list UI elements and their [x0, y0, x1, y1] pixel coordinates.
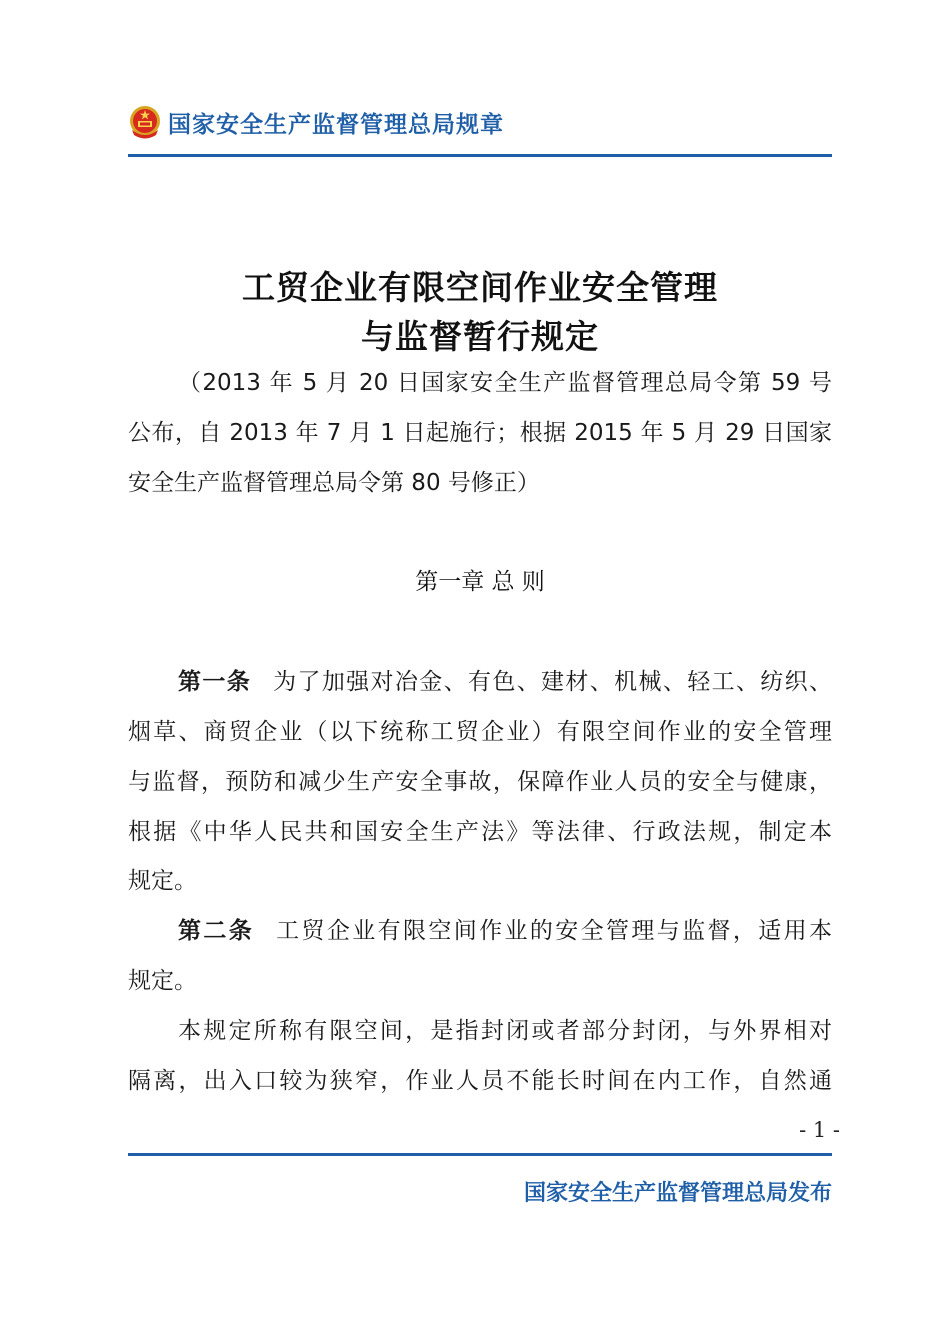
chapter-heading: 第一章 总 则 — [415, 569, 545, 595]
paragraph-line: 本规定所称有限空间，是指封闭或者部分封闭，与外界相对 — [178, 1018, 832, 1044]
note-line: （2013 年 5 月 20 日国家安全生产监督管理总局令第 59 号 — [178, 370, 832, 396]
page-header — [128, 100, 832, 144]
header-title: 国家安全生产监督管理总局规章 — [168, 111, 504, 138]
article-2-text: 工贸企业有限空间作业的安全管理与监督，适用本 — [276, 918, 832, 944]
footer-divider — [128, 1153, 832, 1156]
article-1-line: 与监督，预防和减少生产安全事故，保障作业人员的安全与健康， — [128, 769, 832, 795]
footer-publisher: 国家安全生产监督管理总局发布 — [523, 1181, 832, 1206]
article-1-text: 为了加强对冶金、有色、建材、机械、轻工、纺织、 — [273, 669, 833, 695]
article-1-label: 第一条 — [178, 669, 252, 695]
article-1-line — [128, 665, 832, 699]
document-title-line-2: 与监督暂行规定 — [361, 317, 599, 356]
note-line: 公布，自 2013 年 7 月 1 日起施行；根据 2015 年 5 月 29 日国家 — [128, 420, 832, 446]
article-1-line: 根据《中华人民共和国安全生产法》等法律、行政法规，制定本 — [128, 819, 832, 845]
page-number: - 1 - — [799, 1118, 840, 1142]
paragraph-line: 隔离，出入口较为狭窄，作业人员不能长时间在内工作，自然通 — [128, 1068, 832, 1094]
article-1-line: 烟草、商贸企业（以下统称工贸企业）有限空间作业的安全管理 — [128, 719, 832, 745]
header-divider — [128, 154, 832, 157]
article-2-line — [128, 914, 832, 948]
article-2-line: 规定。 — [128, 968, 197, 994]
document-title-line-1: 工贸企业有限空间作业安全管理 — [242, 268, 718, 307]
national-emblem-icon — [128, 104, 162, 140]
article-2-label: 第二条 — [178, 918, 255, 944]
note-line: 安全生产监督管理总局令第 80 号修正） — [128, 470, 540, 496]
article-1-line: 规定。 — [128, 868, 197, 894]
